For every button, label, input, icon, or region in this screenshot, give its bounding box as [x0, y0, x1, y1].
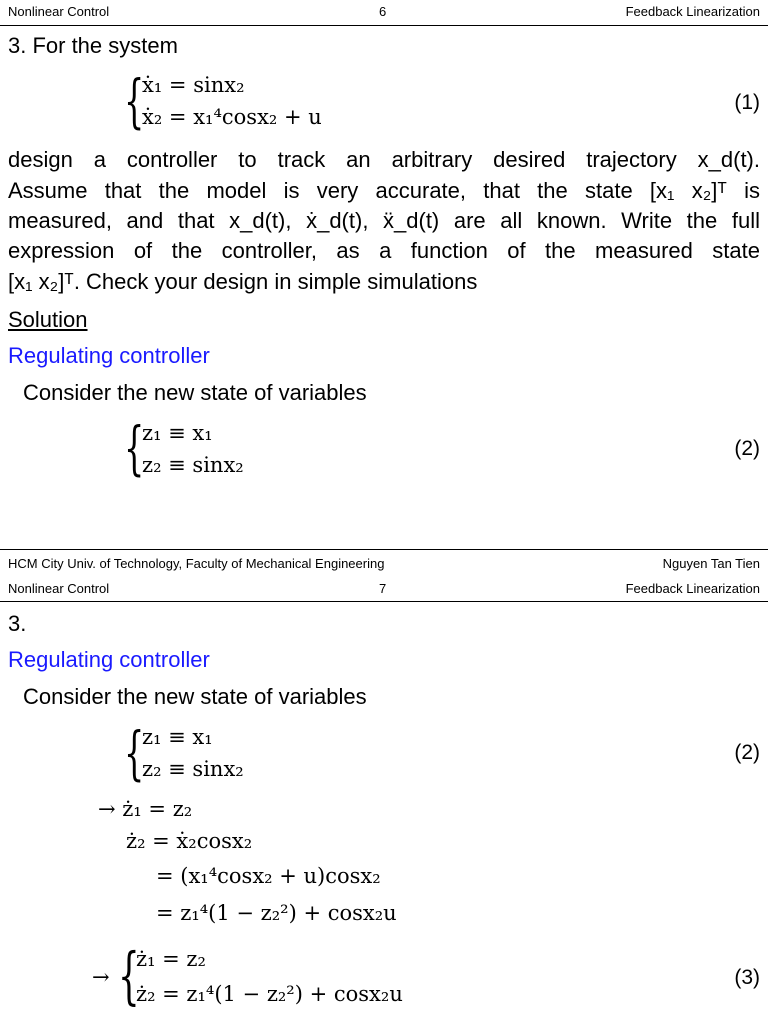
paragraph-line: Assume that the model is very accurate, that the state [x₁ x₂]ᵀ is: [8, 178, 760, 203]
equation-number: (3): [734, 966, 760, 989]
equation-number: (2): [734, 741, 760, 764]
equation-line: ż₁ = z₂: [136, 947, 206, 971]
paragraph-line: expression of the controller, as a function of the measured state: [8, 238, 760, 263]
left-brace: {: [124, 414, 145, 482]
intro-text: Consider the new state of variables: [23, 684, 367, 709]
derivation-line: ż₂ = ẋ₂cosx₂: [126, 829, 253, 853]
paragraph-line: measured, and that x_d(t), ẋ_d(t), ẍ_d(t) are all known. Write the full: [8, 208, 760, 233]
footer-institution: HCM City Univ. of Technology, Faculty of Mechanical Engineering: [8, 556, 385, 571]
header-page-number: 6: [379, 4, 387, 19]
equation-number: (2): [734, 437, 760, 460]
section-title: Regulating controller: [8, 343, 210, 368]
equation-line: ẋ₂ = x₁⁴cosx₂ + u: [142, 105, 322, 129]
header-topic: Feedback Linearization: [625, 4, 760, 19]
problem-heading: 3.: [8, 611, 27, 636]
derivation-line: = (x₁⁴cosx₂ + u)cosx₂: [156, 864, 381, 888]
header-topic: Feedback Linearization: [625, 581, 760, 596]
derivation-line: → ż₁ = z₂: [98, 797, 193, 821]
header-page-number: 7: [379, 581, 387, 596]
equation-line: ẋ₁ = sinx₂: [142, 73, 245, 97]
equation-line: z₁ ≡ x₁: [142, 421, 213, 445]
solution-label: Solution: [8, 307, 88, 332]
intro-text: Consider the new state of variables: [23, 380, 367, 405]
equation-number: (1): [734, 91, 760, 114]
footer-author: Nguyen Tan Tien: [662, 556, 760, 571]
paragraph-line: design a controller to track an arbitrary desired trajectory x_d(t).: [8, 147, 760, 172]
header-divider: [0, 601, 768, 602]
equation-line: z₂ ≡ sinx₂: [142, 453, 244, 477]
equation-line: z₂ ≡ sinx₂: [142, 757, 244, 781]
problem-heading: 3. For the system: [8, 33, 178, 58]
header-course-title: Nonlinear Control: [8, 4, 110, 19]
footer-divider: [0, 549, 768, 550]
section-title: Regulating controller: [8, 647, 210, 672]
equation-line: z₁ ≡ x₁: [142, 725, 213, 749]
derivation-line: = z₁⁴(1 − z₂²) + cosx₂u: [156, 901, 397, 925]
header-divider: [0, 25, 768, 26]
paragraph-line: [x₁ x₂]ᵀ. Check your design in simple simulations: [8, 269, 478, 294]
header-course-title: Nonlinear Control: [8, 581, 110, 596]
left-brace: {: [118, 939, 140, 1012]
left-brace: {: [124, 719, 145, 787]
left-brace: {: [124, 67, 145, 135]
implies-arrow: →: [92, 965, 110, 989]
equation-line: ż₂ = z₁⁴(1 − z₂²) + cosx₂u: [136, 982, 403, 1006]
